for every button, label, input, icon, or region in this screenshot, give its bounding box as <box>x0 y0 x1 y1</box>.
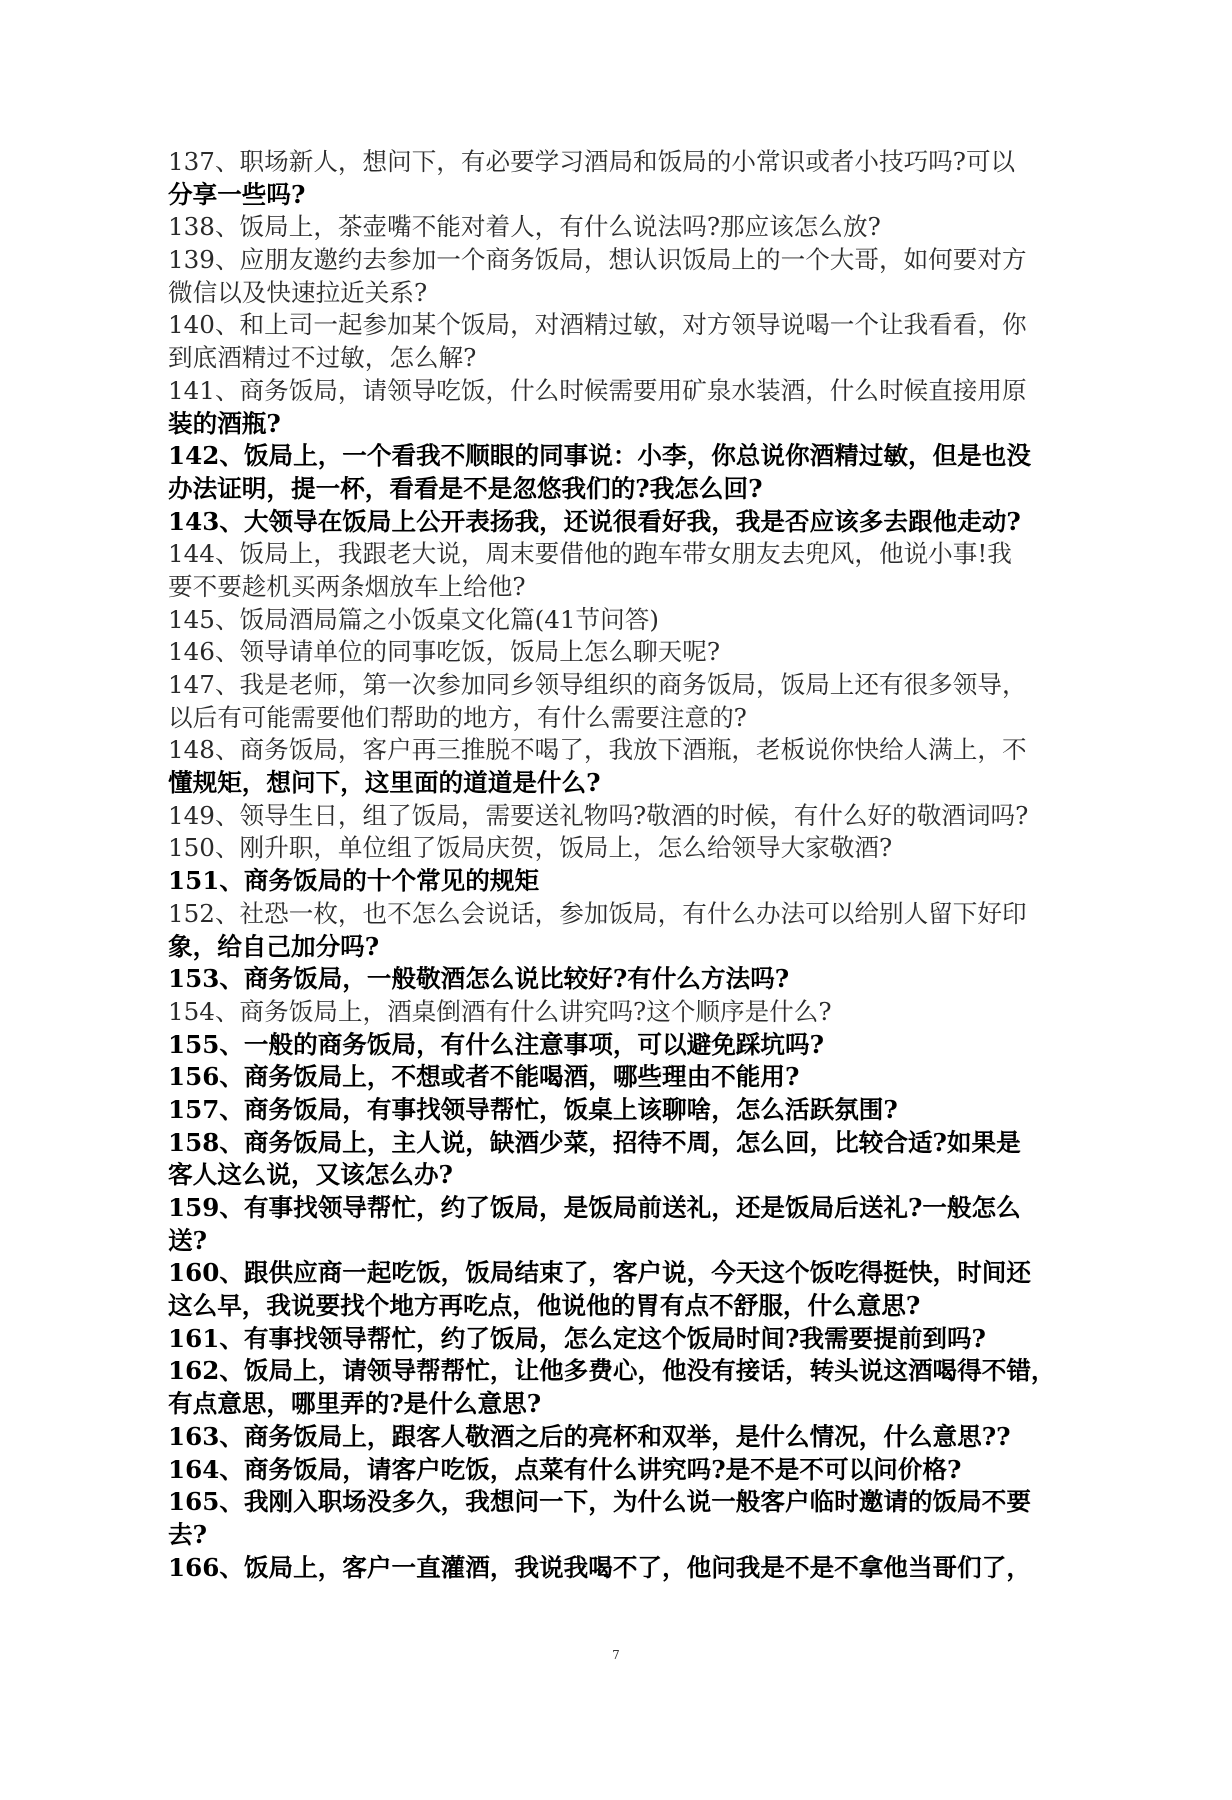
text-line: 装的酒瓶? <box>168 408 281 438</box>
text-line: 156、商务饭局上，不想或者不能喝酒，哪些理由不能用? <box>168 1062 800 1092</box>
text-line: 153、商务饭局，一般敬酒怎么说比较好?有什么方法吗? <box>168 964 790 994</box>
text-line: 141、商务饭局，请领导吃饭，什么时候需要用矿泉水装酒，什么时候直接用原 <box>168 375 1027 405</box>
text-line: 客人这么说，又该怎么办? <box>168 1160 453 1190</box>
text-line: 有点意思，哪里弄的?是什么意思? <box>168 1389 542 1419</box>
text-line: 以后有可能需要他们帮助的地方，有什么需要注意的? <box>168 702 747 732</box>
text-line: 158、商务饭局上，主人说，缺酒少菜，招待不周，怎么回，比较合适?如果是 <box>168 1127 1021 1157</box>
text-line: 155、一般的商务饭局，有什么注意事项，可以避免踩坑吗? <box>168 1029 824 1059</box>
text-line: 152、社恐一枚，也不怎么会说话，参加饭局，有什么办法可以给别人留下好印 <box>168 898 1027 928</box>
text-line: 140、和上司一起参加某个饭局，对酒精过敏，对方领导说喝一个让我看看，你 <box>168 310 1027 340</box>
text-line: 146、领导请单位的同事吃饭，饭局上怎么聊天呢? <box>168 637 721 667</box>
text-line: 懂规矩，想问下，这里面的道道是什么? <box>168 768 601 798</box>
text-line: 要不要趁机买两条烟放车上给他? <box>168 571 526 601</box>
text-line: 象，给自己加分吗? <box>168 931 380 961</box>
text-line: 163、商务饭局上，跟客人敬酒之后的亮杯和双举，是什么情况，什么意思?? <box>168 1421 1011 1451</box>
text-line: 137、职场新人，想问下，有必要学习酒局和饭局的小常识或者小技巧吗?可以 <box>168 147 1016 176</box>
text-line: 157、商务饭局，有事找领导帮忙，饭桌上该聊啥，怎么活跃氛围? <box>168 1094 898 1124</box>
text-line: 151、商务饭局的十个常见的规矩 <box>168 866 540 896</box>
text-line: 139、应朋友邀约去参加一个商务饭局，想认识饭局上的一个大哥，如何要对方 <box>168 245 1027 275</box>
text-line: 149、领导生日，组了饭局，需要送礼物吗?敬酒的时候，有什么好的敬酒词吗? <box>168 800 1029 830</box>
text-line: 送? <box>168 1225 208 1255</box>
text-line: 分享一些吗? <box>168 179 306 209</box>
text-line: 142、饭局上，一个看我不顺眼的同事说：小李，你总说你酒精过敏，但是也没 <box>168 441 1031 471</box>
text-line: 154、商务饭局上，酒桌倒酒有什么讲究吗?这个顺序是什么? <box>168 996 832 1026</box>
text-line: 143、大领导在饭局上公开表扬我，还说很看好我，我是否应该多去跟他走动? <box>168 506 1021 536</box>
text-line: 去? <box>168 1519 208 1549</box>
text-line: 165、我刚入职场没多久，我想问一下，为什么说一般客户临时邀请的饭局不要 <box>168 1487 1031 1517</box>
text-line: 微信以及快速拉近关系? <box>168 277 428 307</box>
text-line: 160、跟供应商一起吃饭，饭局结束了，客户说，今天这个饭吃得挺快，时间还 <box>168 1258 1031 1288</box>
text-line: 147、我是老师，第一次参加同乡领导组织的商务饭局，饭局上还有很多领导， <box>168 670 1027 699</box>
text-line: 164、商务饭局，请客户吃饭，点菜有什么讲究吗?是不是不可以问价格? <box>168 1454 962 1484</box>
text-line: 138、饭局上，茶壶嘴不能对着人，有什么说法吗?那应该怎么放? <box>168 212 881 242</box>
text-line: 161、有事找领导帮忙，约了饭局，怎么定这个饭局时间?我需要提前到吗? <box>168 1323 986 1353</box>
text-line: 159、有事找领导帮忙，约了饭局，是饭局前送礼，还是饭局后送礼?一般怎么 <box>168 1193 1021 1222</box>
text-line: 这么早，我说要找个地方再吃点，他说他的胃有点不舒服，什么意思? <box>168 1291 921 1321</box>
text-line: 166、饭局上，客户一直灌酒，我说我喝不了，他问我是不是不拿他当哥们了， <box>168 1552 1031 1582</box>
text-line: 145、饭局酒局篇之小饭桌文化篇(41节问答) <box>168 604 659 634</box>
text-line: 办法证明，提一杯，看看是不是忽悠我们的?我怎么回? <box>168 473 763 503</box>
question-list <box>168 146 1056 1584</box>
page-number: 7 <box>612 1648 620 1662</box>
text-line: 162、饭局上，请领导帮帮忙，让他多费心，他没有接话，转头说这酒喝得不错， <box>168 1356 1056 1386</box>
text-line: 150、刚升职，单位组了饭局庆贺，饭局上，怎么给领导大家敬酒? <box>168 833 893 863</box>
text-line: 到底酒精过不过敏，怎么解? <box>168 343 477 373</box>
text-line: 144、饭局上，我跟老大说，周末要借他的跑车带女朋友去兜风，他说小事!我 <box>168 539 1012 569</box>
text-line: 148、商务饭局，客户再三推脱不喝了，我放下酒瓶，老板说你快给人满上，不 <box>168 735 1027 765</box>
